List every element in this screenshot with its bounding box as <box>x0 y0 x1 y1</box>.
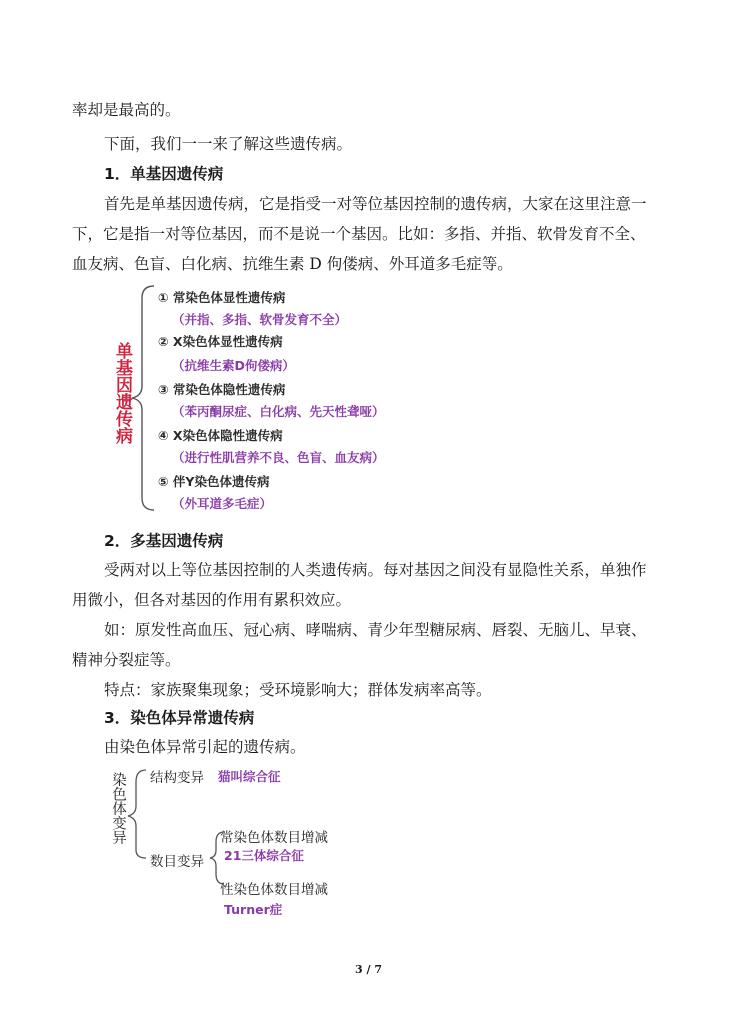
single-gene-diagram <box>110 282 400 514</box>
paragraph-line: 受两对以上等位基因控制的人类遗传病。每对基因之间没有显隐性关系，单独作 <box>104 561 647 579</box>
list-item: ⑤ 伴Y染色体遗传病 <box>158 474 270 489</box>
paragraph-line: 如：原发性高血压、冠心病、哮喘病、青少年型糖尿病、唇裂、无脑儿、早衰、 <box>104 621 647 639</box>
list-item-example: （苯丙酮尿症、白化病、先天性聋哑） <box>172 404 385 419</box>
paragraph-line: 下，它是指一对等位基因，而不是说一个基因。比如：多指、并指、软骨发育不全、 <box>72 225 646 243</box>
list-item-example: （抗维生素D佝偻病） <box>172 358 295 373</box>
sex-chromosome-example: Turner症 <box>224 902 283 917</box>
autosomal-example: 21三体综合征 <box>224 848 304 863</box>
paragraph-line: 首先是单基因遗传病，它是指受一对等位基因控制的遗传病，大家在这里注意一 <box>104 195 647 213</box>
chromosome-variation-diagram <box>100 762 360 922</box>
paragraph-line: 下面，我们一一来了解这些遗传病。 <box>104 135 353 153</box>
paragraph-line: 特点：家族聚集现象；受环境影响大；群体发病率高等。 <box>104 681 492 699</box>
page-number: 3 / 7 <box>355 963 382 976</box>
paragraph-line: 用微小，但各对基因的作用有累积效应。 <box>72 591 352 609</box>
paragraph-line: 精神分裂症等。 <box>72 651 181 669</box>
paragraph-line: 血友病、色盲、白化病、抗维生素 D 佝偻病、外耳道多毛症等。 <box>72 255 513 273</box>
list-item-example: （外耳道多毛症） <box>172 496 273 511</box>
section-heading-3: 3．染色体异常遗传病 <box>104 709 255 727</box>
diagram-title: 染色体变异 <box>110 772 126 845</box>
list-item-example: （进行性肌营养不良、色盲、血友病） <box>172 450 385 465</box>
structural-example: 猫叫综合征 <box>218 769 281 784</box>
numerical-variation: 数目变异 <box>150 854 204 870</box>
list-item-example: （并指、多指、软骨发育不全） <box>172 312 348 327</box>
paragraph-line: 由染色体异常引起的遗传病。 <box>104 738 306 756</box>
autosomal-variation: 常染色体数目增减 <box>220 830 328 846</box>
paragraph-line: 率却是最高的。 <box>72 101 181 119</box>
list-item: ③ 常染色体隐性遗传病 <box>158 382 286 397</box>
list-item: ① 常染色体显性遗传病 <box>158 290 286 305</box>
section-heading-1: 1．单基因遗传病 <box>104 165 224 183</box>
list-item: ④ X染色体隐性遗传病 <box>158 428 283 443</box>
structural-variation: 结构变异 <box>150 770 204 786</box>
sex-chromosome-variation: 性染色体数目增减 <box>220 882 328 898</box>
diagram-title: 单基因遗传病 <box>112 342 132 444</box>
list-item: ② X染色体显性遗传病 <box>158 334 283 349</box>
section-heading-2: 2．多基因遗传病 <box>104 532 224 550</box>
